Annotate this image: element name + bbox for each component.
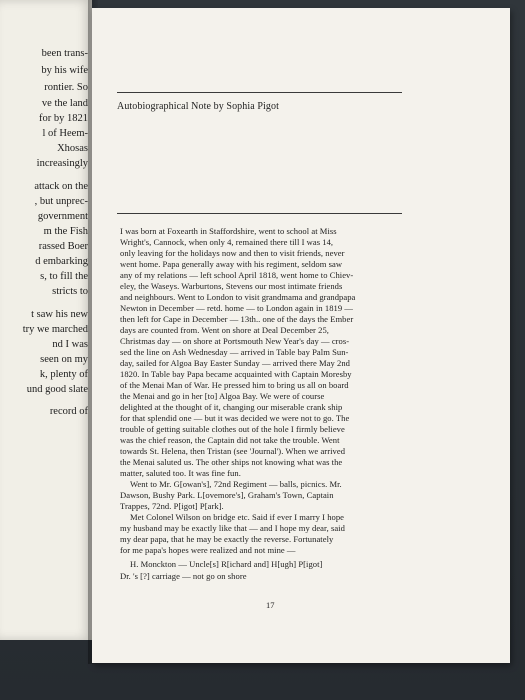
text-line: towards St. Helena, then Tristan (see 'Journal'). When we arrived [120,446,346,456]
text-line: trouble of getting suitable clothes out of the hole I firmly believe [120,424,345,434]
text-line: Trappes, 72nd. P[igot] P[ark]. [120,501,224,511]
text-line: went home. Papa generally away with his regiment, seldom saw [120,259,343,269]
left-page [0,0,92,640]
left-line: Xhosas [57,143,88,154]
left-line: government [37,211,88,222]
text-line: only leaving for the holidays now and then to visit friends, never [120,248,345,258]
left-line: und good slate [26,384,88,395]
text-line: Went to Mr. G[owan's], 72nd Regiment — balls, picnics. Mr. [130,479,342,489]
text-line: then left for Cape in December — 13th.. one of the days the Ember [120,314,354,324]
text-line: 1820. In Table bay Papa became acquainted with Captain Moresby [120,369,352,379]
text-line: matter, saluted too. It was fine fun. [120,468,241,478]
left-line: record of [49,406,88,417]
text-line: was the chief reason, the Captain did not take the trouble. Went [120,435,340,445]
left-line: l of Heem- [42,128,88,139]
left-line: attack on the [34,181,88,192]
left-line: try we marched [22,324,88,335]
text-line: day, sailed for Algoa Bay Easter Sunday — arrived there May 2nd [120,358,350,368]
left-line: stricts to [52,286,88,297]
left-line: rassed Boer [38,241,88,252]
left-line: d embarking [35,256,88,267]
text-line: any of my relations — left school April 1818, went home to Chiev- [120,270,354,280]
text-line: Dawson, Bushy Park. L[ovemore's], Graham's Town, Captain [120,490,334,500]
left-line: k, plenty of [39,369,88,380]
text-line: my dear papa, that he may be exactly the reverse. Fortunately [120,534,334,544]
text-line: delighted at the thought of it, changing our miserable crank ship [120,402,343,412]
left-line: ve the land [41,98,88,109]
left-line: rontier. So [44,82,88,93]
left-line: s, to fill the [40,271,88,282]
text-line: the Menai saluted us. The other ships not knowing what was the [120,457,343,467]
text-line: H. Monckton — Uncle[s] R[ichard and] H[ugh] P[igot] [130,559,323,569]
text-line: my husband may be exactly like that — and I hope my dear, said [120,523,345,533]
text-line: and neighbours. Went to London to visit grandmama and grandpapa [120,292,356,302]
text-line: of the Menai Man of War. He pressed him to bring us all on board [120,380,349,390]
text-line: eley, the Waseys. Warburtons, Stevens our most intimate friends [120,281,343,291]
text-line: sed the line on Ash Wednesday — arrived in Table bay Palm Sun- [120,347,349,357]
left-line: nd I was [52,339,88,350]
text-line: Met Colonel Wilson on bridge etc. Said if ever I marry I hope [130,512,345,522]
text-line: Dr. 's [?] carriage — not go on shore [120,571,247,581]
text-line: for me papa's hopes were realized and not mine — [120,545,296,555]
page-number: 17 [266,600,275,610]
page-title: Autobiographical Note by Sophia Pigot [117,101,280,112]
text-line: Christmas day — on shore at Portsmouth New Year's day — cros- [120,336,350,346]
right-page [92,8,510,663]
text-line: Wright's, Cannock, when only 4, remained there till I was 14, [120,237,334,247]
top-rule [117,92,402,93]
text-line: Newton in December — retd. home — to London again in 1819 — [120,303,353,313]
left-line: for by 1821 [39,113,88,124]
left-line: t saw his new [31,309,88,320]
left-line: increasingly [36,158,88,169]
text-line: days are counted from. Went on shore at Deal December 25, [120,325,329,335]
left-line: , but unprec- [34,196,88,207]
left-line: by his wife [41,65,88,76]
left-line: m the Fish [43,226,88,237]
bottom-rule [117,213,402,214]
text-line: the Menai and go in her [to] Algoa Bay. We were of course [120,391,325,401]
text-line: for that splendid one — but it was decided we were not to go. The [120,413,350,423]
left-line: seen on my [40,354,88,365]
left-line: been trans- [41,48,88,59]
text-line: I was born at Foxearth in Staffordshire, went to school at Miss [120,226,337,236]
